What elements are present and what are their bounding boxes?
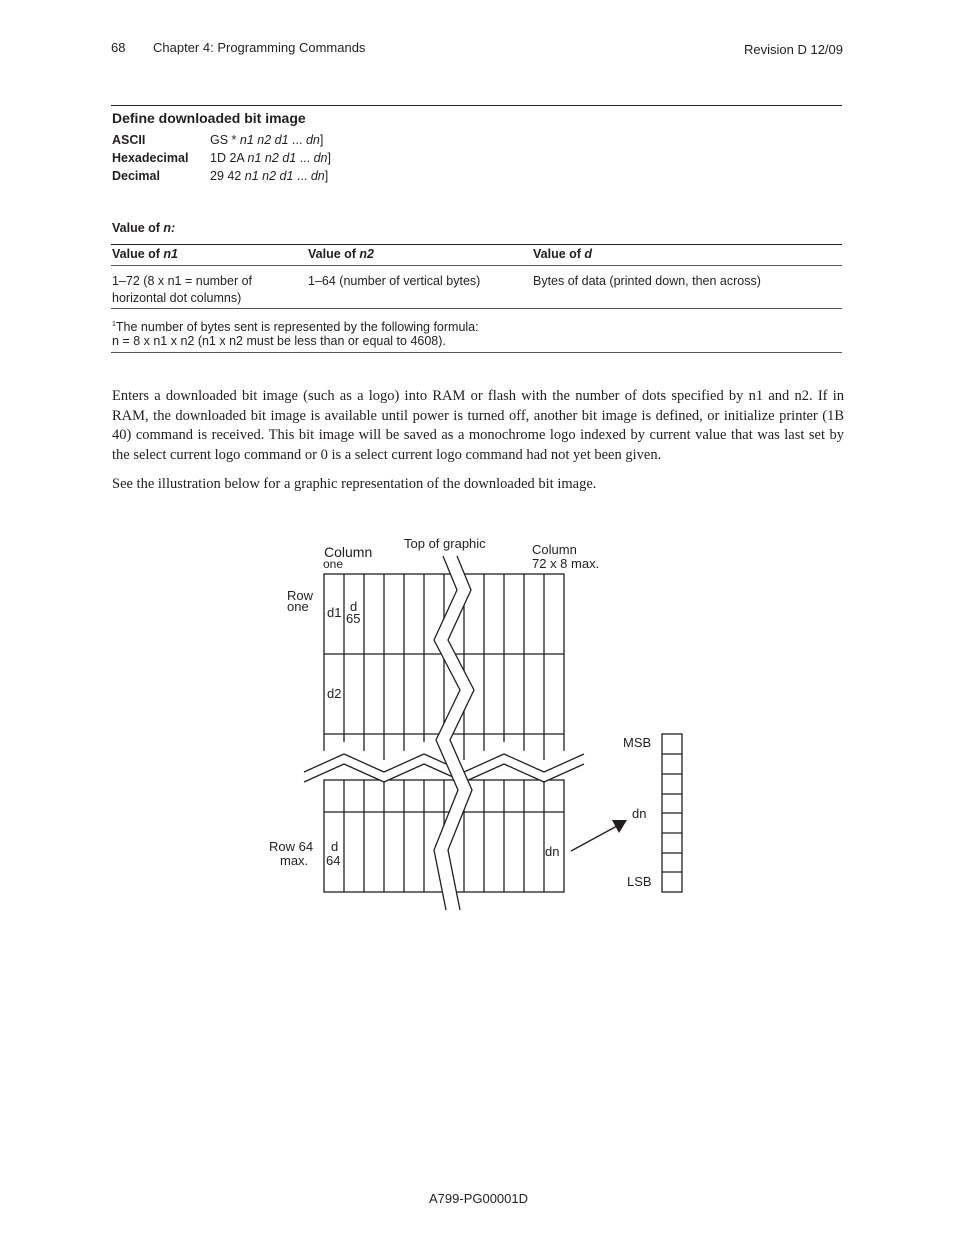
- header-d-text: Value of: [533, 247, 585, 261]
- row-one-sub: one: [287, 599, 309, 614]
- revision-label: Revision D 12/09: [744, 42, 843, 57]
- n2-var: n2: [262, 169, 277, 183]
- row64-label: Row 64: [269, 839, 314, 854]
- ellipsis: ...: [296, 151, 314, 165]
- ellipsis: ...: [293, 169, 311, 183]
- hex-prefix: 1D 2A: [210, 151, 248, 165]
- cell-dn-label: dn: [545, 844, 560, 859]
- bracket: ]: [319, 133, 324, 147]
- d1-var: d1: [282, 151, 297, 165]
- header-d-var: d: [584, 247, 593, 261]
- cell-d64-sub: 64: [326, 853, 341, 868]
- n1-var: n1: [239, 133, 254, 147]
- dn-var: dn: [310, 169, 325, 183]
- cell-d1-label: d1: [327, 605, 342, 620]
- lsb-label: LSB: [627, 874, 652, 889]
- footnote-text1: The number of bytes sent is represented by the following formula:: [115, 320, 479, 335]
- dn-arrow-label: dn: [632, 806, 647, 821]
- cell-d64-label: d: [331, 839, 339, 854]
- header-n1-text: Value of: [112, 247, 164, 261]
- cell-d2-label: d2: [327, 686, 342, 701]
- bracket: ]: [327, 151, 331, 165]
- header-n2-text: Value of: [308, 247, 360, 261]
- column-one-label: Column: [324, 544, 373, 560]
- arrow-line: [571, 826, 617, 851]
- body-paragraph-1: Enters a downloaded bit image (such as a logo) into RAM or flash with the number of dots specified by n1 and n2. If in RAM, the downloaded bit image is available until power is turned off, another bit image is defined, or initialize printer (1B 40) command is received. This bit image will be saved as a monochrome logo indexed by current value that was last set by the select current logo command or 0 is a select current logo command had not yet been given.: [112, 388, 844, 463]
- body-paragraph-2: See the illustration below for a graphic representation of the downloaded bit image.: [112, 476, 597, 492]
- n2-var: n2: [257, 133, 272, 147]
- section-title: Define downloaded bit image: [112, 110, 306, 126]
- document-number: A799-PG00001D: [429, 1191, 529, 1206]
- row-one-label: Row: [287, 588, 314, 603]
- arrow-head: [612, 820, 627, 833]
- cell-d65-sub: 65: [346, 611, 361, 626]
- d1-var: d1: [279, 169, 294, 183]
- cell-d: Bytes of data (printed down, then across): [533, 274, 761, 288]
- header-n2-var: n2: [359, 247, 374, 261]
- decimal-prefix: 29 42: [210, 169, 245, 183]
- column-max-label: Column: [532, 542, 577, 557]
- chapter-title: Chapter 4: Programming Commands: [153, 40, 366, 55]
- cell-d65-label: d: [350, 599, 358, 614]
- value-caption-text: Value of: [112, 221, 164, 235]
- msb-label: MSB: [623, 735, 652, 750]
- dn-var: dn: [305, 133, 320, 147]
- row64-sub: max.: [280, 853, 309, 868]
- header-n1-var: n1: [163, 247, 178, 261]
- ascii-label: ASCII: [112, 133, 146, 147]
- cell-n1: 1–72 (8 x n1 = number of horizontal dot columns): [112, 274, 253, 305]
- cell-n2: 1–64 (number of vertical bytes): [308, 274, 481, 288]
- byte-column: [662, 734, 682, 892]
- decimal-label: Decimal: [112, 169, 160, 183]
- footnote-mark: 1: [112, 321, 116, 328]
- top-of-graphic-label: Top of graphic: [404, 536, 486, 551]
- ellipsis: ...: [288, 133, 306, 147]
- column-one-sub: one: [323, 557, 344, 571]
- n1-var: n1: [244, 169, 259, 183]
- footnote-line2: n = 8 x n1 x n2 (n1 x n2 must be less than or equal to 4608).: [112, 334, 446, 348]
- d1-var: d1: [274, 133, 289, 147]
- hex-label: Hexadecimal: [112, 151, 189, 165]
- dn-var: dn: [313, 151, 328, 165]
- n2-var: n2: [264, 151, 279, 165]
- bracket: ]: [324, 169, 329, 183]
- ascii-prefix: GS *: [210, 133, 240, 147]
- value-caption-var: n:: [163, 221, 176, 235]
- n1-var: n1: [247, 151, 262, 165]
- column-max-sub: 72 x 8 max.: [532, 556, 600, 571]
- page-number: 68: [111, 40, 126, 55]
